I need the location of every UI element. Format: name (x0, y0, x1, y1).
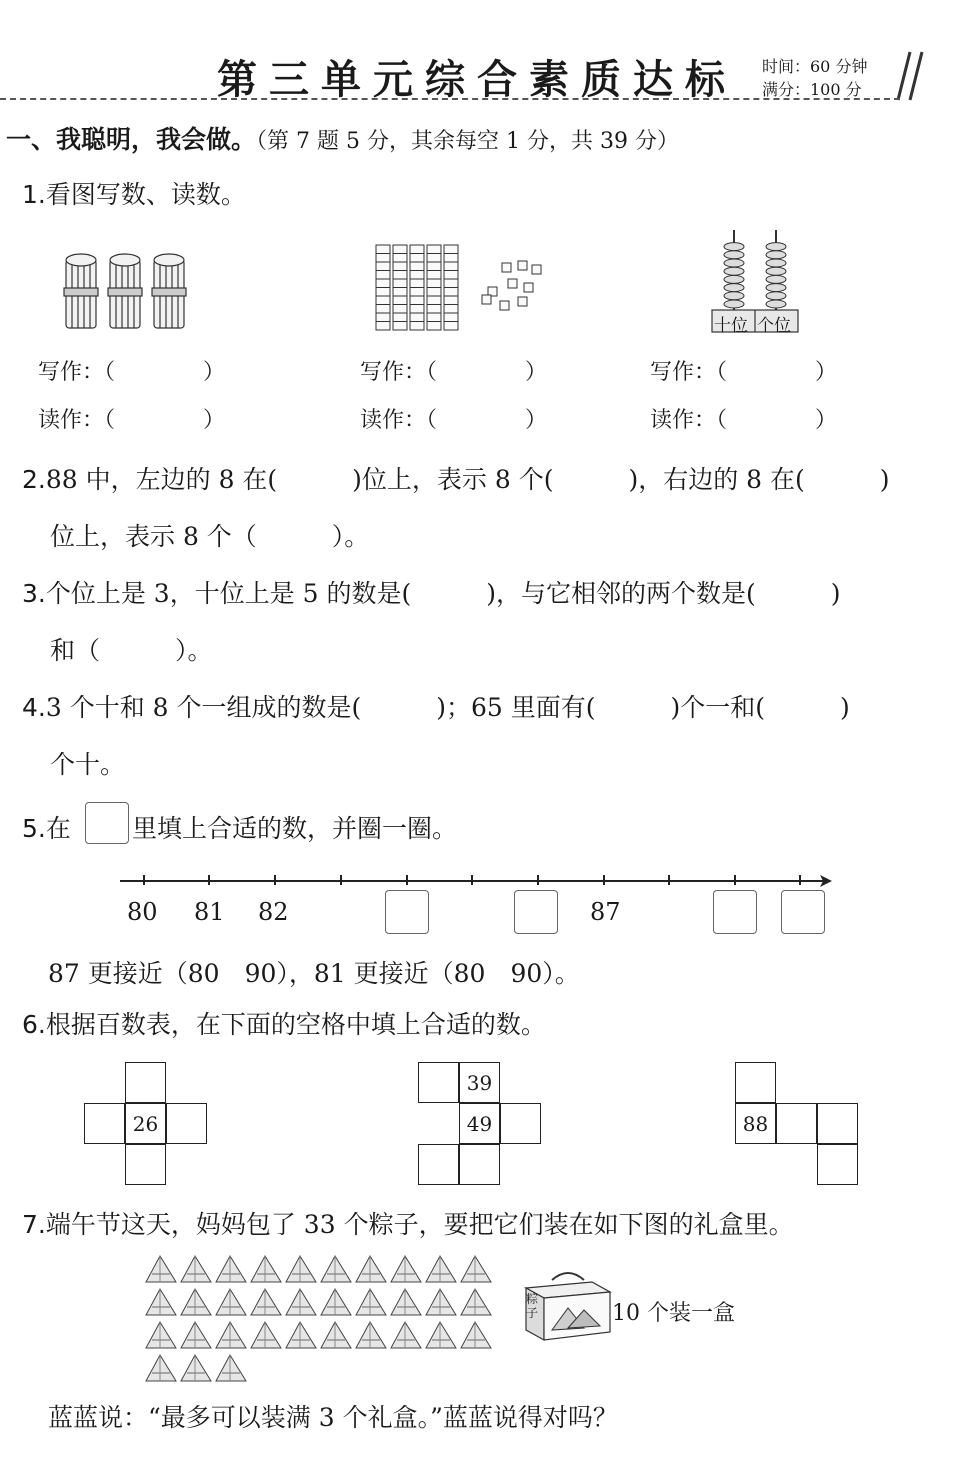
unit-cube (482, 295, 491, 304)
hundred-chart-grid-1 (84, 1062, 208, 1186)
number-line-blank-box[interactable] (385, 890, 429, 934)
zongzi (461, 1256, 491, 1282)
grid-cell-given: 49 (459, 1103, 500, 1144)
unit-cube (502, 263, 511, 272)
zongzi (426, 1289, 456, 1315)
question-4 (22, 688, 850, 724)
question-3 (22, 574, 841, 610)
question-2 (22, 460, 890, 496)
write-answer-3[interactable]: 写作：（ ） (650, 360, 838, 385)
zongzi (181, 1256, 211, 1282)
unit-cube (500, 301, 509, 310)
question-6 (22, 1005, 546, 1041)
question-number: 3. (22, 579, 46, 608)
zongzi (216, 1355, 246, 1381)
abacus-bead (724, 300, 744, 308)
question-number: 1. (22, 180, 46, 209)
question-4-line2: 个十。 (50, 750, 126, 779)
question-7 (22, 1205, 794, 1241)
ten-rod (410, 245, 424, 330)
grid-cell-blank[interactable] (166, 1103, 207, 1144)
abacus-bead (724, 259, 744, 267)
write-answer-1[interactable]: 写作：（ ） (38, 360, 226, 385)
grid-cell-given: 39 (459, 1062, 500, 1103)
question-5 (22, 809, 71, 845)
write-answer-2[interactable]: 写作：（ ） (360, 360, 548, 385)
question-text: 看图写数、读数。 (45, 180, 246, 209)
header-divider (0, 98, 900, 100)
zongzi (181, 1355, 211, 1381)
stick-bundle (108, 254, 142, 328)
grid-cell-given: 88 (735, 1103, 776, 1144)
ten-rod (427, 245, 441, 330)
zongzi (286, 1256, 316, 1282)
grid-cell-blank[interactable] (84, 1103, 125, 1144)
exam-score: 满分：100 分 (762, 80, 862, 99)
gift-box-note: 10 个装一盒 (612, 1301, 735, 1326)
grid-cell-blank[interactable] (459, 1144, 500, 1185)
question-2-line2: 位上，表示 8 个（ ）。 (50, 522, 370, 551)
question-number: 2. (22, 465, 46, 494)
zongzi (146, 1322, 176, 1348)
zongzi (356, 1322, 386, 1348)
zongzi (181, 1322, 211, 1348)
unit-cube (518, 297, 527, 306)
section-heading (6, 120, 679, 156)
question-number: 5. (22, 814, 46, 843)
arrow-right-icon (820, 874, 832, 888)
zongzi (251, 1322, 281, 1348)
grid-cell-blank[interactable] (418, 1062, 459, 1103)
gift-box-label: 粽子 (526, 1292, 539, 1320)
stick-bundle (64, 254, 98, 328)
stick-bundles-illustration (60, 250, 200, 332)
zongzi (321, 1322, 351, 1348)
abacus-bead (766, 243, 786, 251)
number-line-tick (471, 875, 473, 885)
ten-rod (393, 245, 407, 330)
grid-cell-blank[interactable] (817, 1103, 858, 1144)
number-line-tick (603, 875, 605, 885)
stick-bundle (152, 254, 186, 328)
section-title: 一、我聪明，我会做。 (6, 125, 257, 154)
grid-cell-blank[interactable] (125, 1144, 166, 1185)
abacus-bead (766, 284, 786, 292)
zongzi (286, 1322, 316, 1348)
number-line-tick (668, 875, 670, 885)
zongzi (251, 1256, 281, 1282)
number-line-tick (340, 875, 342, 885)
abacus-bead (766, 259, 786, 267)
zongzi (356, 1256, 386, 1282)
question-text: 3 个十和 8 个一组成的数是( )；65 里面有( )个一和( ) (45, 693, 850, 722)
number-line-tick (537, 875, 539, 885)
question-7-prompt: 蓝蓝说：“最多可以装满 3 个礼盒。”蓝蓝说得对吗？ (48, 1403, 618, 1432)
grid-cell-blank[interactable] (776, 1103, 817, 1144)
abacus-bead (724, 275, 744, 283)
number-line-tick (274, 875, 276, 885)
abacus-bead (766, 251, 786, 259)
zongzi (251, 1289, 281, 1315)
abacus-ones-label: 个位 (757, 316, 791, 336)
grid-cell-blank[interactable] (125, 1062, 166, 1103)
question-number: 4. (22, 693, 46, 722)
number-line-blank-box[interactable] (781, 890, 825, 934)
question-text: 个位上是 3，十位上是 5 的数是( )，与它相邻的两个数是( ) (45, 579, 841, 608)
grid-cell-blank[interactable] (817, 1144, 858, 1185)
exam-time: 时间：60 分钟 (762, 57, 868, 76)
zongzi-illustration (142, 1250, 502, 1386)
abacus-bead (724, 243, 744, 251)
zongzi (391, 1289, 421, 1315)
zongzi (426, 1256, 456, 1282)
tick-label-80: 80 (127, 898, 158, 926)
number-line-tick (734, 875, 736, 885)
page-title: 第三单元综合素质达标 (217, 56, 737, 103)
hundred-chart-grid-3 (735, 1062, 859, 1186)
abacus-bead (766, 300, 786, 308)
abacus-bead (724, 267, 744, 275)
grid-cell-blank[interactable] (735, 1062, 776, 1103)
grid-cell-blank[interactable] (418, 1144, 459, 1185)
abacus-bead (724, 292, 744, 300)
question-number: 6. (22, 1010, 46, 1039)
zongzi (426, 1322, 456, 1348)
abacus-bead (766, 292, 786, 300)
question-text: 端午节这天，妈妈包了 33 个粽子，要把它们装在如下图的礼盒里。 (45, 1210, 794, 1239)
double-slash-decoration (896, 50, 924, 102)
number-line-tick (208, 875, 210, 885)
unit-cube (532, 265, 541, 274)
question-5-text: 里填上合适的数，并圈一圈。 (132, 814, 458, 843)
base-ten-blocks-illustration (372, 243, 562, 335)
zongzi (391, 1256, 421, 1282)
tick-label-81: 81 (194, 898, 225, 926)
ten-rod (376, 245, 390, 330)
zongzi (321, 1289, 351, 1315)
section-note: （第 7 题 5 分，其余每空 1 分，共 39 分） (256, 129, 679, 154)
unit-cube (508, 279, 517, 288)
question-text: 根据百数表，在下面的空格中填上合适的数。 (45, 1010, 546, 1039)
question-text: 88 中，左边的 8 在( )位上，表示 8 个( )，右边的 8 在( ) (45, 465, 890, 494)
question-1 (22, 175, 246, 211)
number-line-blank-box[interactable] (514, 890, 558, 934)
abacus-bead (724, 251, 744, 259)
zongzi (216, 1289, 246, 1315)
ten-rod (444, 245, 458, 330)
zongzi (216, 1256, 246, 1282)
zongzi (461, 1289, 491, 1315)
tick-label-82: 82 (258, 898, 289, 926)
tick-label-87: 87 (590, 898, 621, 926)
number-line-tick (799, 875, 801, 885)
zongzi (181, 1289, 211, 1315)
exam-meta (762, 55, 867, 101)
question-3-line2: 和（ ）。 (50, 636, 213, 665)
question-number: 7. (22, 1210, 46, 1239)
grid-cell-given: 26 (125, 1103, 166, 1144)
number-line-blank-box[interactable] (713, 890, 757, 934)
unit-cube (518, 261, 527, 270)
zongzi (286, 1289, 316, 1315)
question-5-compare: 87 更接近（80 90），81 更接近（80 90）。 (48, 959, 580, 988)
number-line-tick (406, 875, 408, 885)
unit-cube (524, 283, 533, 292)
answer-box-example (85, 802, 129, 844)
question-text: 在 (45, 814, 71, 843)
abacus-bead (724, 284, 744, 292)
zongzi (216, 1322, 246, 1348)
read-answer-3[interactable]: 读作：（ ） (650, 408, 838, 433)
read-answer-1[interactable]: 读作：（ ） (38, 408, 226, 433)
zongzi (391, 1322, 421, 1348)
abacus-bead (766, 267, 786, 275)
number-line-tick (143, 875, 145, 885)
zongzi (146, 1256, 176, 1282)
read-answer-2[interactable]: 读作：（ ） (360, 408, 548, 433)
zongzi (321, 1256, 351, 1282)
number-line (120, 880, 830, 882)
abacus-bead (766, 275, 786, 283)
zongzi (356, 1289, 386, 1315)
abacus-tens-label: 十位 (714, 316, 748, 336)
zongzi (146, 1289, 176, 1315)
zongzi (146, 1355, 176, 1381)
zongzi (461, 1322, 491, 1348)
hundred-chart-grid-2 (418, 1062, 542, 1186)
grid-cell-blank[interactable] (500, 1103, 541, 1144)
